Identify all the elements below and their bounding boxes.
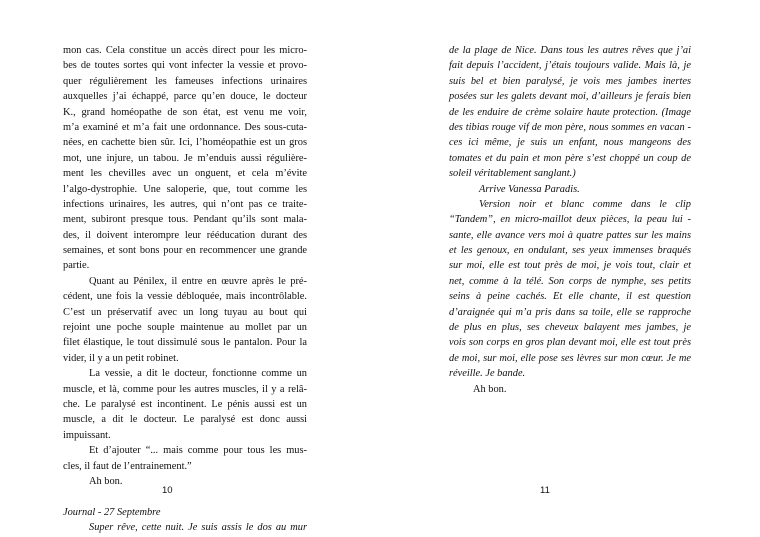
text-line: réveille. Je bande. [449, 368, 526, 380]
text-line: cédent, une fois la vessie débloquée, mais incontrôlable. [63, 291, 307, 303]
text-line: C’est un préservatif avec un long tuyau au bout qui [63, 306, 307, 318]
text-line: Version noir et blanc comme dans le clip [479, 198, 691, 210]
text-line: muscle, a dit le docteur. Le paralysé est donc aussi [63, 414, 307, 426]
text-line: infections urinaires, les autres, qui n’ont pas ce traite- [63, 198, 307, 210]
text-line: ment, subiront presque tous. Pendant qu’ils sont mala- [63, 214, 307, 226]
right-page [380, 0, 760, 537]
text-line: posées sur les galets devant moi, d’ailleurs je ferais bien [449, 91, 691, 103]
text-line: auxquelles j’ai échappé, parce qu’en douce, le docteur [63, 91, 307, 103]
text-line: che. Le paralysé est incontinent. Le pénis aussi est un [63, 398, 307, 410]
right-page-text [449, 43, 691, 397]
text-line: l’algo-dystrophie. Une saloperie, que, tout comme les [63, 183, 307, 195]
blank-line [63, 489, 307, 504]
text-line: m’a examiné et m’a fait une ordonnance. Des sous-cuta- [63, 121, 307, 133]
text-line: nées, en cachette bien sûr. Ici, l’homéopathie est un gros [63, 137, 307, 149]
text-line: Ah bon. [473, 383, 507, 395]
text-line: tomates et du pain et mon père s’est choppé un coup de [449, 152, 691, 164]
text-line: impuissant. [63, 429, 111, 441]
text-line: K., grand homéopathe de son état, est venu me voir, [63, 106, 307, 118]
text-line: “Tandem”, en micro-maillot deux pièces, la peau lui - [449, 214, 691, 226]
text-line: sante, elle avance vers moi à quatre pattes sur les mains [449, 229, 691, 241]
text-line: suis bel et bien paralysé, je vois mes jambes inertes [449, 75, 691, 87]
text-line: sur moi, elle est tout près de moi, je vois tout, clair et [449, 260, 691, 272]
text-line: partie. [63, 260, 90, 272]
text-line: vois son corps en gros plan devant moi, elle est tout près [449, 337, 691, 349]
page-number: 10 [162, 485, 173, 496]
text-line: de moi, sur moi, elle pose ses lèvres sur mon cœur. Je me [449, 352, 691, 364]
text-line: filet élastique, le tout dissimulé sous le pantalon. Pour la [63, 337, 307, 349]
text-line: La vessie, a dit le docteur, fonctionne comme un [89, 368, 307, 380]
text-line: des, il doivent interompre leur rééducation durant des [63, 229, 307, 241]
text-line: de la plage de Nice. Dans tous les autres rêves que j’ai [449, 45, 691, 56]
text-line: ces ici même, je suis un enfant, nous mangeons des [449, 137, 691, 149]
text-line: mon cas. Cela constitue un accès direct pour les micro- [63, 45, 307, 56]
text-line: net, comme à la télé. Son corps de nymphe, ses petits [449, 275, 691, 287]
journal-heading: Journal - 27 Septembre [63, 506, 161, 518]
text-line: cles, il faut de l’entrainement.” [63, 460, 192, 472]
text-line: et les genoux, en ondulant, ses yeux immenses braqués [449, 245, 691, 257]
text-line: muscle, et là, comme pour les autres muscles, il y a relâ- [63, 383, 307, 395]
text-line: mot, une injure, un tabou. Je m’enduis aussi régulière- [63, 152, 307, 164]
text-line: Et d’ajouter “... mais comme pour tous les mus- [89, 445, 307, 457]
text-line: soleil véritablement sanglant.) [449, 168, 576, 180]
text-line: fait depuis l’accident, j’étais toujours valide. Mais là, je [449, 60, 691, 72]
text-line: vider, il y a un petit robinet. [63, 352, 179, 364]
text-line: quer régulièrement les fameuses infections urinaires [63, 75, 307, 87]
page-number: 11 [540, 485, 550, 496]
text-line: Quant au Pénilex, il entre en œuvre après le pré- [89, 275, 307, 287]
text-line: rejoint une poche souple maintenue au mollet par un [63, 322, 307, 334]
text-line: d’araignée qui m’a pris dans sa toile, elle se rapproche [449, 306, 691, 318]
text-line: semaines, et sont bons pour en recommencer une grande [63, 245, 307, 257]
text-line: Arrive Vanessa Paradis. [479, 183, 580, 195]
text-line: ment les chevilles avec un onguent, et cela m’évite [63, 168, 307, 180]
text-line: Super rêve, cette nuit. Je suis assis le dos au mur [89, 522, 307, 534]
text-line: Ah bon. [89, 475, 123, 487]
text-line: seins à peine cachés. Et elle chante, il est question [449, 291, 691, 303]
text-line: bes de toutes sortes qui vont infecter la vessie et provo- [63, 60, 307, 72]
text-line: de plus en plus, ses cheveux balayent mes jambes, je [449, 322, 691, 334]
left-page-text [63, 43, 307, 536]
text-line: de les enduire de crème solaire haute protection. (Image [449, 106, 691, 118]
text-line: des tibias rouge vif de mon père, nous sommes en vacan - [449, 121, 691, 133]
